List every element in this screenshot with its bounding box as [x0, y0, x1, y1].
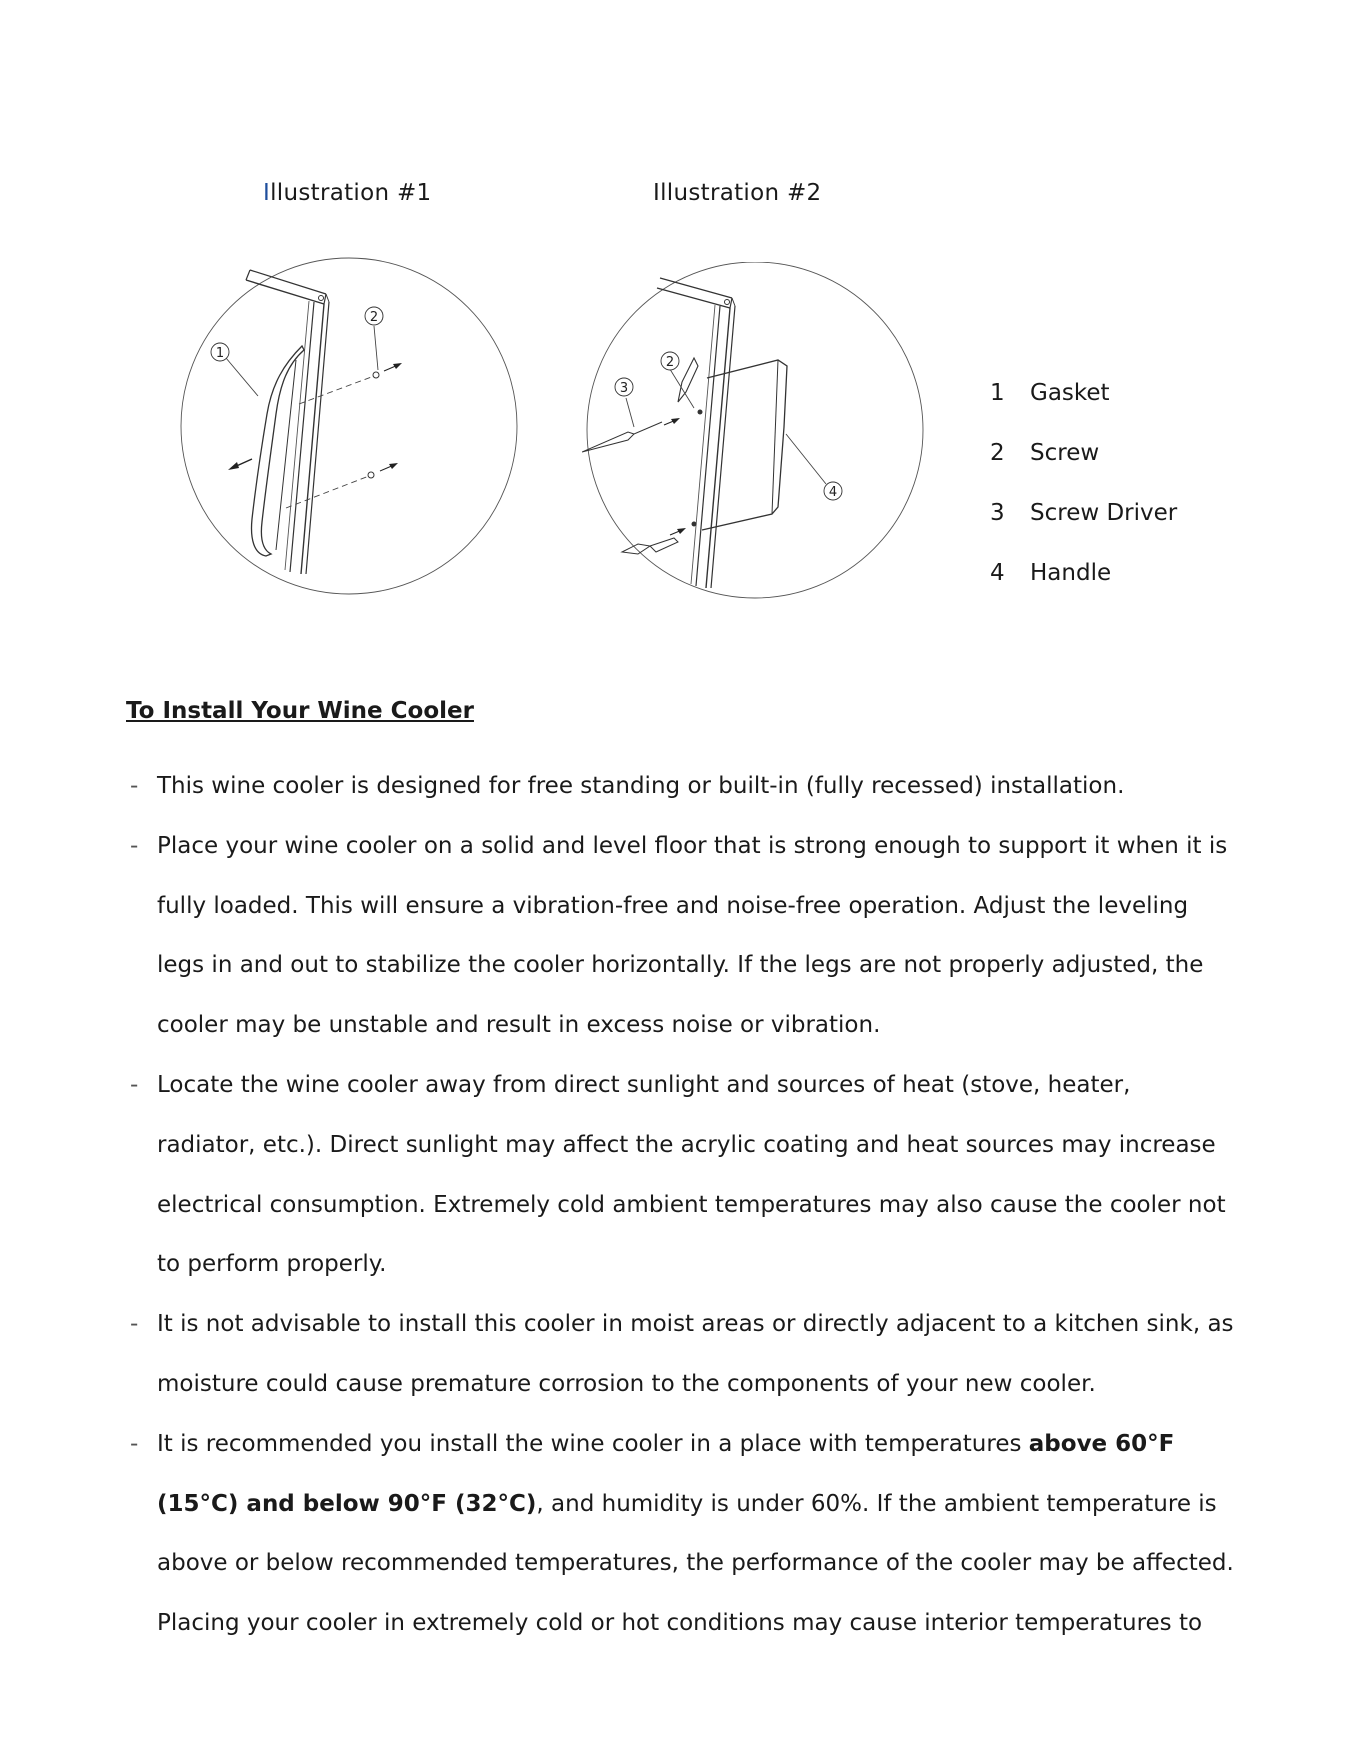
list-item: - This wine cooler is designed for free standing or built-in (fully recessed) installation. [126, 757, 1236, 817]
list-item: - Place your wine cooler on a solid and level floor that is strong enough to support it when it is fully loaded. This will ensure a vibration-free and noise-free operation. Adjust the leveling legs in and out to stabilize the cooler horizontally. If the legs are not properly adjusted, the cooler may be unstable and result in excess noise or vibration. [126, 817, 1236, 1056]
callout-4: 4 [828, 485, 838, 500]
legend-item-screw: 2 Screw [990, 440, 1100, 466]
legend-item-gasket: 1 Gasket [990, 380, 1110, 406]
bullet-dash: - [130, 773, 139, 799]
parts-legend [990, 380, 1177, 620]
bullet-dash: - [130, 1430, 139, 1457]
callout-3: 3 [619, 381, 629, 396]
section-heading: To Install Your Wine Cooler [126, 698, 474, 724]
callout-2: 2 [665, 355, 675, 370]
list-item: - It is recommended you install the wine cooler in a place with temperatures above 60°F (15°C) and below 90°F (32°C), and humidity is under 60%. If the ambient temperature is above or below recommended temperatures, the performance of the cooler may be affected. Placing your cooler in extremely cold or hot conditions may cause interior temperatures to [126, 1415, 1236, 1654]
installation-instructions [126, 757, 1236, 1654]
bullet-dash: - [130, 832, 139, 859]
list-item: - Locate the wine cooler away from direct sunlight and sources of heat (stove, heater, radiator, etc.). Direct sunlight may affect the acrylic coating and heat sources may increase electrical consumption. Extremely cold ambient temperatures may also cause the cooler not to perform properly. [126, 1056, 1236, 1295]
callout-2: 2 [369, 310, 379, 325]
temperature-range: above 60°F (15°C) and below 90°F (32°C) [157, 1430, 1175, 1517]
bullet-dash: - [130, 1311, 139, 1338]
legend-item-screw-driver: 3 Screw Driver [990, 500, 1178, 526]
illustration-2-caption: Illustration #2 [653, 180, 822, 206]
bullet-dash: - [130, 1071, 139, 1098]
callout-1: 1 [215, 346, 225, 361]
legend-item-handle: 4 Handle [990, 560, 1112, 586]
list-item: - It is not advisable to install this cooler in moist areas or directly adjacent to a kitchen sink, as moisture could cause premature corrosion to the components of your new cooler. [126, 1295, 1236, 1415]
illustration-2-handle-diagram [582, 262, 928, 606]
illustration-1-caption: Illustration #1 [263, 180, 432, 206]
illustration-1-gasket-diagram [174, 254, 524, 599]
